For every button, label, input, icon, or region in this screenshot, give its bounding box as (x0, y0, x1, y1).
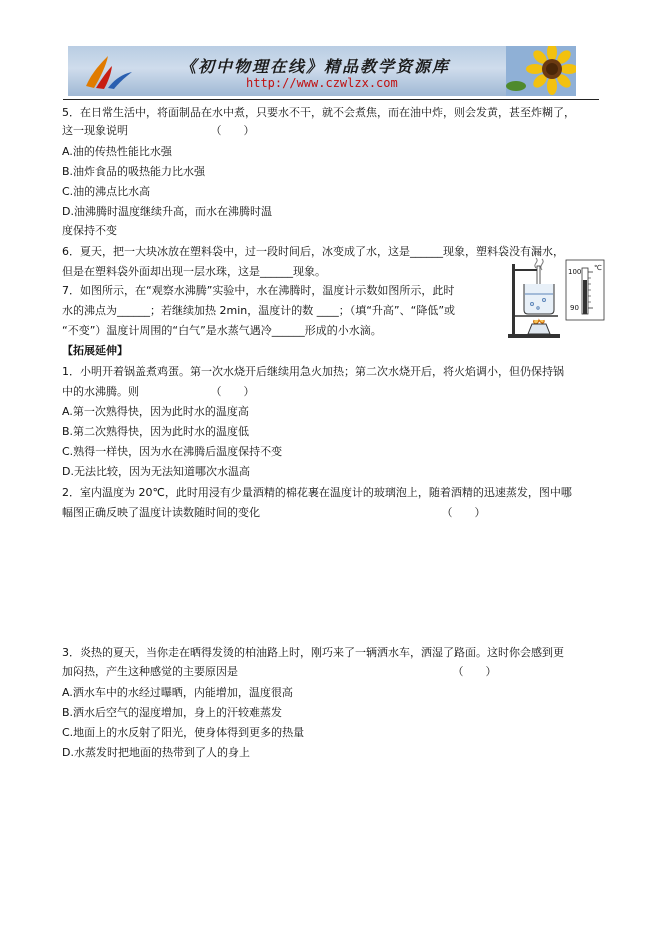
boiling-apparatus-figure (508, 258, 608, 340)
ext-q3-stem-line-2: 加闷热，产生这种感觉的主要原因是 （ ） (62, 665, 497, 678)
ext-q2-stem-line-2: 幅图正确反映了温度计读数随时间的变化 （ ） (62, 506, 486, 519)
q5-option-b: B.油炸食品的吸热能力比水强 (62, 165, 206, 178)
q5-stem-line-2: 这一现象说明 （ ） (62, 124, 255, 137)
ext-q1-option-a: A.第一次熟得快，因为此时水的温度高 (62, 405, 249, 418)
thermo-label-90: 90 (570, 304, 579, 312)
header-banner (68, 46, 576, 96)
q5-option-d-line-1: D.油沸腾时温度继续升高，而水在沸腾时温 (62, 205, 272, 218)
ext-q3-option-b: B.洒水后空气的湿度增加，身上的汗较难蒸发 (62, 706, 283, 719)
ext-q3-option-c: C.地面上的水反射了阳光，使身体得到更多的热量 (62, 726, 305, 739)
ext-q1-stem-line-1: 1．小明开着锅盖煮鸡蛋。第一次水烧开后继续用急火加热；第二次水烧开后，将火焰调小，但仍保持锅 (62, 365, 564, 378)
thermometer-scale-inset (566, 260, 604, 320)
ext-q1-option-d: D.无法比较，因为无法知道哪次水温高 (62, 465, 250, 478)
ext-q2-stem-line-1: 2．室内温度为 20℃，此时用浸有少量酒精的棉花裹在温度计的玻璃泡上，随着酒精的迅速蒸发，图中哪 (62, 486, 572, 499)
q7-line-1: 7．如图所示，在“观察水沸腾”实验中，水在沸腾时，温度计示数如图所示，此时 (62, 284, 455, 297)
flame-icon (534, 320, 545, 324)
q6-line-1: 6．夏天，把一大块冰放在塑料袋中，过一段时间后，冰变成了水，这是______现象，塑料袋没有漏水， (62, 245, 564, 258)
q7-line-3: “不变”）温度计周围的“白气”是水蒸气遇冷______形成的小水滴。 (62, 324, 382, 337)
ext-q3-option-d: D.水蒸发时把地面的热带到了人的身上 (62, 746, 250, 759)
ext-q1-stem-line-2: 中的水沸腾。则 （ ） (62, 385, 255, 398)
ext-q3-option-a: A.洒水车中的水经过曝晒，内能增加，温度很高 (62, 686, 293, 699)
q5-option-d-line-2: 度保持不变 (62, 224, 117, 237)
ext-q1-option-c: C.熟得一样快，因为水在沸腾后温度保持不变 (62, 445, 283, 458)
q7-line-2: 水的沸点为______；若继续加热 2min，温度计的数 ____；（填“升高”、“降低”或 (62, 304, 456, 317)
q5-stem-line-1: 5．在日常生活中，将面制品在水中煮，只要水不干，就不会煮焦，而在油中炸，则会发黄，甚至炸糊了， (62, 106, 575, 119)
extension-heading: 【拓展延伸】 (62, 344, 128, 357)
site-title: 《初中物理在线》精品教学资源库 (180, 57, 451, 76)
q5-option-c: C.油的沸点比水高 (62, 185, 151, 198)
ext-q1-option-b: B.第二次熟得快，因为此时水的温度低 (62, 425, 250, 438)
header-rule (63, 99, 599, 100)
thermo-label-unit: ℃ (594, 264, 602, 272)
site-logo-icon (78, 52, 138, 92)
alcohol-lamp-icon (528, 324, 550, 334)
sunflower-icon (506, 46, 576, 96)
thermo-label-100: 100 (568, 268, 582, 276)
site-url: http://www.czwlzx.com (246, 76, 398, 90)
ext-q3-stem-line-1: 3．炎热的夏天，当你走在晒得发烫的柏油路上时，刚巧来了一辆洒水车，洒湿了路面。这时你会感到更 (62, 646, 564, 659)
stand-rod (512, 264, 515, 336)
q6-line-2: 但是在塑料袋外面却出现一层水珠，这是______现象。 (62, 265, 326, 278)
beaker-icon (524, 284, 554, 314)
stand-base (508, 334, 560, 338)
q5-option-a: A.油的传热性能比水强 (62, 145, 172, 158)
